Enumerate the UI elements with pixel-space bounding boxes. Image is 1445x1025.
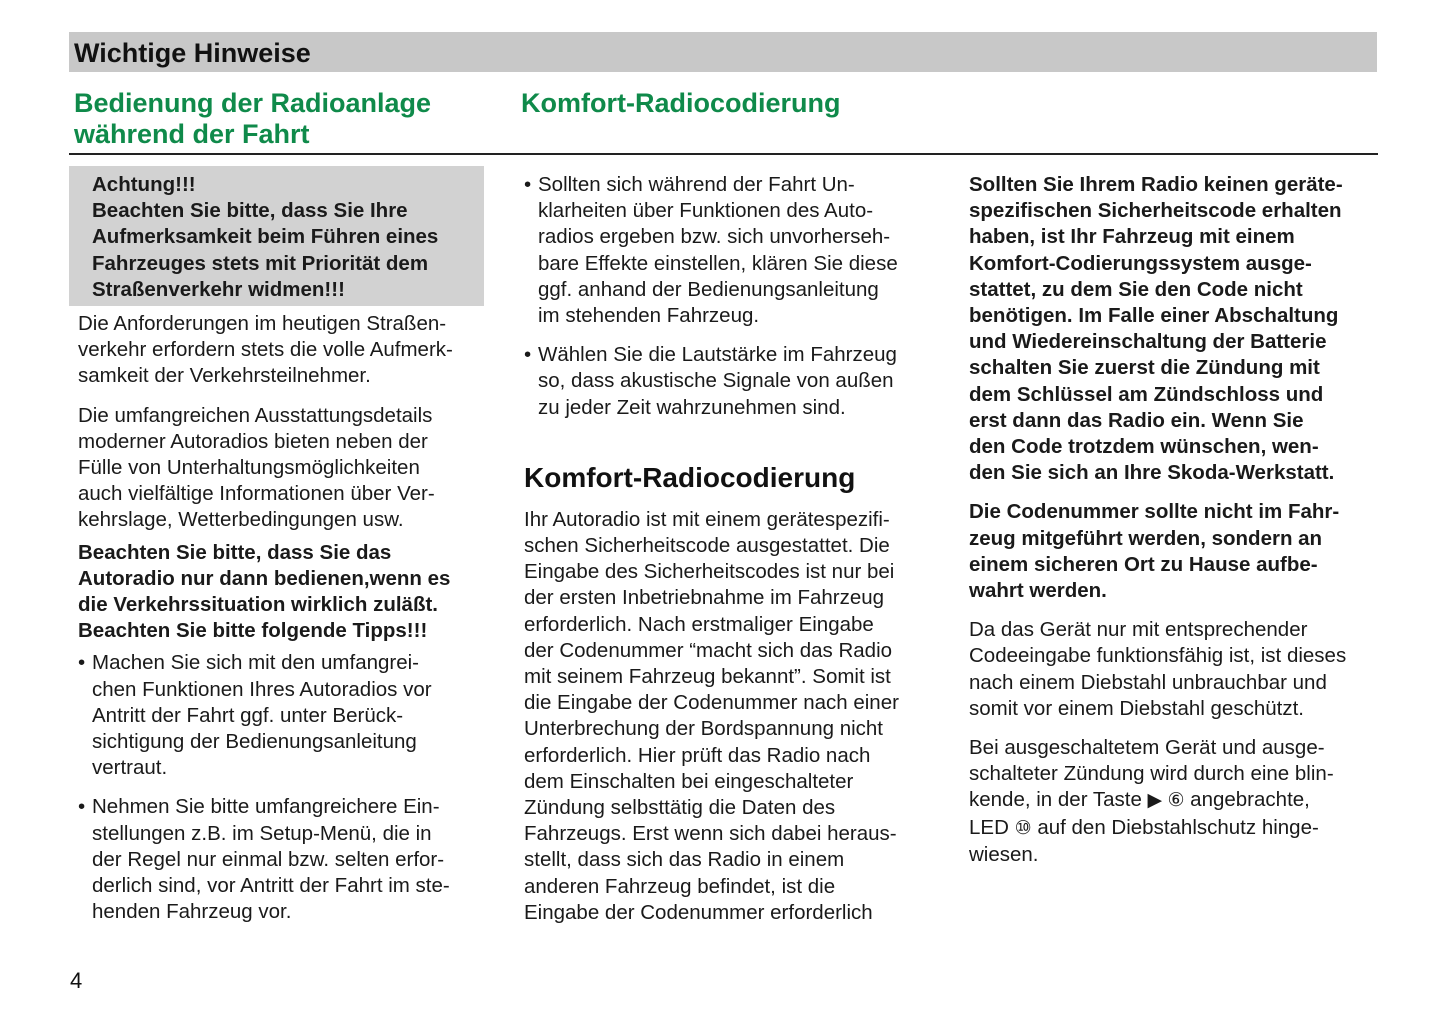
text-line: der Regel nur einmal bzw. selten erfor- — [92, 847, 445, 871]
play-button-six-icon: ▶ ⑥ — [1147, 790, 1185, 812]
text-line: ggf. anhand der Bedienungsanleitung — [538, 277, 879, 301]
text-line: Beachten Sie bitte folgende Tipps!!! — [78, 619, 428, 643]
text-line: radios ergeben bzw. sich unvorherseh- — [538, 225, 891, 249]
text-line: stattet, zu dem Sie den Code nicht — [969, 277, 1303, 301]
text-line: Zündung selbsttätig die Daten des — [524, 796, 836, 820]
text-span: kende, in der Taste — [969, 788, 1148, 812]
text-line: Die Codenummer sollte nicht im Fahr- — [969, 500, 1340, 524]
text-line: im stehenden Fahrzeug. — [538, 304, 760, 328]
text-line: nach einem Diebstahl unbrauchbar und — [969, 670, 1327, 694]
warning-line: Straßenverkehr widmen!!! — [92, 277, 345, 301]
section-heading-right: Komfort-Radiocodierung — [521, 88, 841, 118]
text-line: schalteter Zündung wird durch eine blin- — [969, 762, 1334, 786]
list-item — [78, 650, 488, 781]
bold-paragraph — [78, 540, 488, 645]
text-line: und Wiedereinschaltung der Batterie — [969, 330, 1327, 354]
text-line: samkeit der Verkehrsteilnehmer. — [78, 364, 371, 388]
bold-paragraph — [969, 172, 1379, 486]
paragraph — [969, 735, 1379, 868]
text-line: die Verkehrssituation wirklich zuläßt. — [78, 593, 438, 617]
column-2 — [524, 172, 944, 939]
subsection-heading: Komfort-Radiocodierung — [524, 461, 856, 493]
chapter-title: Wichtige Hinweise — [74, 38, 311, 68]
paragraph — [969, 617, 1379, 722]
text-line: Beachten Sie bitte, dass Sie das — [78, 540, 392, 564]
text-line: vertraut. — [92, 756, 168, 780]
text-line: erforderlich. Hier prüft das Radio nach — [524, 743, 871, 767]
text-line: den Code trotzdem wünschen, wen- — [969, 435, 1319, 459]
text-line: auch vielfältige Informationen über Ver- — [78, 482, 435, 506]
text-line: Wählen Sie die Lautstärke im Fahrzeug — [538, 343, 897, 367]
text-line — [969, 815, 1379, 842]
text-line: schalten Sie zuerst die Zündung mit — [969, 356, 1320, 380]
text-line: Nehmen Sie bitte umfangreichere Ein- — [92, 795, 440, 819]
text-line: kehrslage, Wetterbedingungen usw. — [78, 508, 404, 532]
text-line: wahrt werden. — [969, 579, 1107, 603]
text-line: Fülle von Unterhaltungsmöglichkeiten — [78, 456, 420, 480]
text-line: Ihr Autoradio ist mit einem gerätespezifi- — [524, 507, 890, 531]
bold-paragraph — [969, 499, 1379, 604]
text-line: Codeeingabe funktionsfähig ist, ist dieses — [969, 644, 1347, 668]
text-span: angebrachte, — [1184, 788, 1310, 812]
paragraph — [78, 311, 488, 390]
section-heading-left-line2: während der Fahrt — [74, 119, 310, 149]
warning-line: Aufmerksamkeit beim Führen eines — [92, 225, 439, 249]
text-line: der Codenummer “macht sich das Radio — [524, 638, 893, 662]
text-line: so, dass akustische Signale von außen — [538, 369, 894, 393]
text-line: spezifischen Sicherheitscode erhalten — [969, 199, 1342, 223]
bullet-icon: • — [524, 173, 532, 196]
text-line: Sollten sich während der Fahrt Un- — [538, 173, 855, 196]
led-ten-icon: ⑩ — [1014, 817, 1032, 839]
text-line: Die umfangreichen Ausstattungsdetails — [78, 403, 433, 427]
text-line: bare Effekte einstellen, klären Sie diese — [538, 251, 898, 275]
warning-line: Achtung!!! — [92, 173, 196, 196]
text-line: dem Schlüssel am Zündschloss und — [969, 382, 1324, 406]
text-line: Sollten Sie Ihrem Radio keinen geräte- — [969, 173, 1343, 196]
text-line: dem Einschalten bei eingeschalteter — [524, 769, 854, 793]
text-span: auf den Diebstahlschutz hinge- — [1031, 815, 1319, 839]
paragraph — [524, 507, 944, 926]
text-line: verkehr erfordern stets die volle Aufmerk- — [78, 338, 453, 362]
warning-line: Fahrzeuges stets mit Priorität dem — [92, 251, 429, 275]
list-item — [524, 342, 944, 421]
text-line: Unterbrechung der Bordspannung nicht — [524, 717, 883, 741]
list-item — [78, 794, 488, 925]
text-line: benötigen. Im Falle einer Abschaltung — [969, 304, 1339, 328]
text-line: der ersten Inbetriebnahme im Fahrzeug — [524, 586, 885, 610]
text-line: sichtigung der Bedienungsanleitung — [92, 730, 417, 754]
warning-line: Beachten Sie bitte, dass Sie Ihre — [92, 199, 408, 223]
column-1 — [78, 311, 488, 938]
bullet-icon: • — [78, 795, 86, 819]
section-divider — [69, 153, 1378, 155]
text-line: zeug mitgeführt werden, sondern an — [969, 526, 1323, 550]
chapter-banner — [69, 32, 1377, 72]
text-line: schen Sicherheitscode ausgestattet. Die — [524, 534, 890, 558]
text-line: henden Fahrzeug vor. — [92, 900, 292, 924]
text-line: Da das Gerät nur mit entsprechender — [969, 618, 1308, 642]
text-line: Eingabe des Sicherheitscodes ist nur bei — [524, 560, 895, 584]
text-span: LED — [969, 815, 1015, 839]
list-item — [524, 172, 944, 329]
text-line: erst dann das Radio ein. Wenn Sie — [969, 408, 1304, 432]
text-line: erforderlich. Nach erstmaliger Eingabe — [524, 612, 874, 636]
section-heading-left-line1: Bedienung der Radioanlage — [74, 88, 432, 118]
text-line: Eingabe der Codenummer erforderlich — [524, 900, 873, 924]
text-line: Fahrzeugs. Erst wenn sich dabei heraus- — [524, 822, 897, 846]
text-line — [969, 787, 1379, 814]
text-line: stellt, dass sich das Radio in einem — [524, 848, 845, 872]
text-line: Die Anforderungen im heutigen Straßen- — [78, 312, 447, 335]
text-line: derlich sind, vor Antritt der Fahrt im ste- — [92, 874, 450, 898]
section-heading-left — [74, 88, 431, 150]
text-line: mit seinem Fahrzeug bekannt”. Somit ist — [524, 665, 891, 689]
paragraph — [78, 403, 488, 534]
text-line: den Sie sich an Ihre Skoda-Werkstatt. — [969, 461, 1335, 485]
text-line: stellungen z.B. im Setup-Menü, die in — [92, 821, 432, 845]
text-line: Bei ausgeschaltetem Gerät und ausge- — [969, 736, 1325, 760]
text-line: die Eingabe der Codenummer nach einer — [524, 691, 899, 715]
text-line: wiesen. — [969, 842, 1039, 866]
text-line: somit vor einem Diebstahl geschützt. — [969, 696, 1304, 720]
text-line: moderner Autoradios bieten neben der — [78, 429, 428, 453]
bullet-icon: • — [524, 343, 532, 367]
text-line: Machen Sie sich mit den umfangrei- — [92, 651, 420, 675]
page-number: 4 — [70, 968, 83, 993]
text-line: einem sicheren Ort zu Hause aufbe- — [969, 552, 1318, 576]
text-line: anderen Fahrzeug befindet, ist die — [524, 874, 836, 898]
warning-text — [92, 172, 482, 303]
column-3 — [969, 172, 1379, 881]
text-line: chen Funktionen Ihres Autoradios vor — [92, 677, 432, 701]
text-line: haben, ist Ihr Fahrzeug mit einem — [969, 225, 1295, 249]
text-line: klarheiten über Funktionen des Auto- — [538, 199, 874, 223]
text-line: zu jeder Zeit wahrzunehmen sind. — [538, 395, 846, 419]
text-line: Antritt der Fahrt ggf. unter Berück- — [92, 703, 404, 727]
bullet-icon: • — [78, 651, 86, 675]
text-line: Autoradio nur dann bedienen,wenn es — [78, 566, 451, 590]
text-line: Komfort-Codierungssystem ausge- — [969, 251, 1312, 275]
